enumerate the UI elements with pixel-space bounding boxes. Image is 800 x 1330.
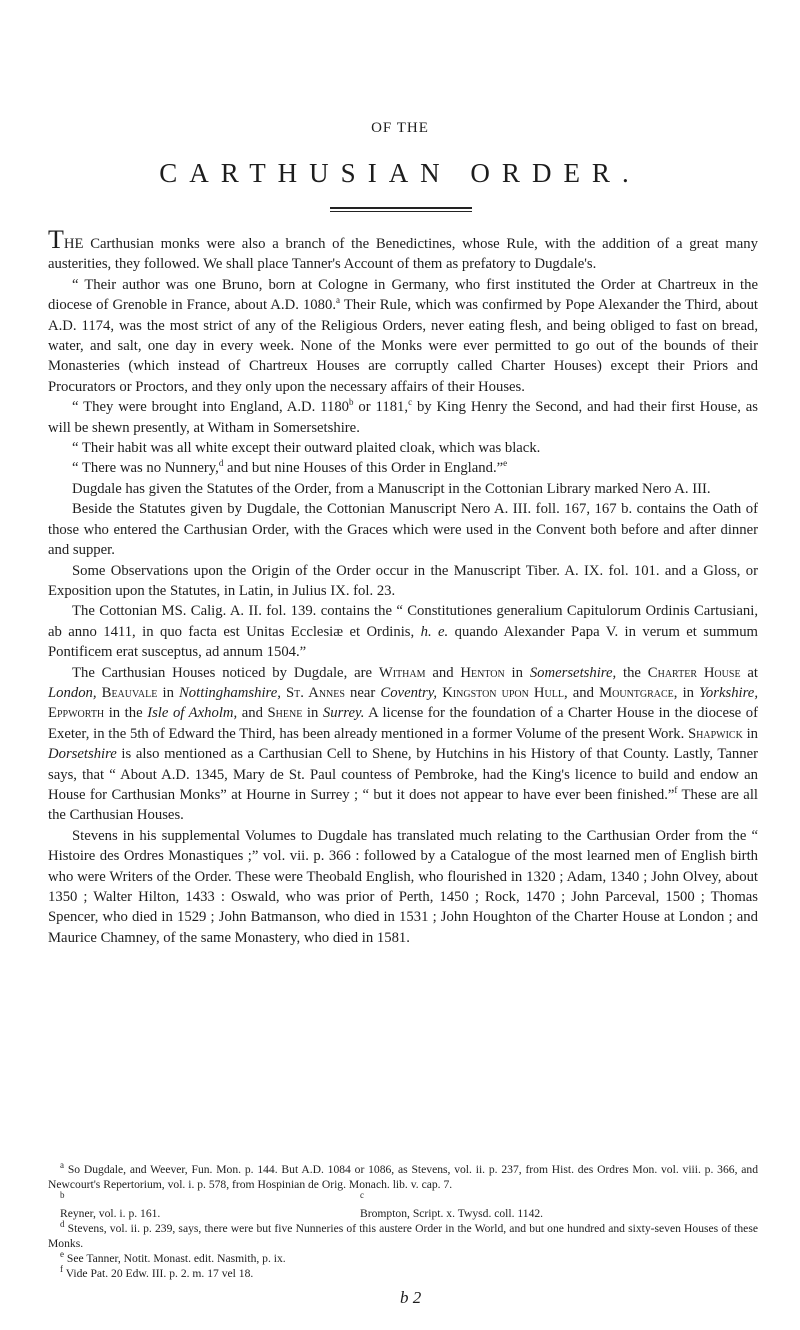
footnote-c: $^c$ Brompton, Script. x. Twysd. coll. 1142. [360, 1189, 544, 1221]
footnote-mark: d [218, 458, 224, 469]
footnote-mark: e [503, 458, 508, 469]
paragraph-7: Beside the Statutes given by Dugdale, the Cottonian Manuscript Nero A. III. foll. 167, 167 b. contains the Oath of those who entered the Carthusian Order, with the Graces which were used in the Convent both before and after dinner and supper. [48, 501, 758, 559]
page-title: CARTHUSIAN ORDER. [159, 158, 641, 188]
paragraph-11: Stevens in his supplemental Volumes to Dugdale has translated much relating to the Carthusian Order from the “ Histoire des Ordres Monastiques ;” vol. vii. p. 366 : followed by a Catalogue of the most learned men of English birth who were Writers of the Order. These were Theobald English, who flourished in 1320 ; Adam, 1340 ; John Olvey, about 1350 ; Walter Hilton, 1433 : Oswald, who was prior of Perth, 1450 ; Rock, 1470 ; John Parceval, 1500 ; Thomas Spencer, who died in 1529 ; John Batmanson, who died in 1531 ; John Houghton of the Charter House at London ; and Maurice Chamney, of the same Monastery, who died in 1581. [48, 827, 758, 946]
pre-title: OF THE [371, 120, 429, 136]
paragraph-1: THE Carthusian monks were also a branch of the Benedictines, whose Rule, with the addition of a great many austerities, they followed. We shall place Tanner's Account of them as prefatory to Dugdale's. [48, 225, 758, 273]
title-rule-thick [330, 207, 472, 209]
paragraph-10: The Carthusian Houses noticed by Dugdale, are Witham and Henton in Somersetshire, the Charter House at London, Beauvale in Nottinghamshire, St. Annes near Coventry, Kingston upon Hull, and Mountgrace, in Yorkshire, Eppworth in the Isle of Axholm, and Shene in Surrey. A license for the foundation of a Charter House in the diocese of Exeter, in the 5th of Edward the Third, has been already mentioned in a former Volume of the present Work. Shapwick in Dorsetshire is also mentioned as a Carthusian Cell to Shene, by Hutchins in his History of that County. Lastly, Tanner says, that “ About A.D. 1345, Mary de St. Paul countess of Pembroke, had the King's licence to build and endow an House for Carthusian Monks” at Hourne in Surrey ; “ but it does not appear to have ever been finished.”$^f$ These are all the Carthusian Houses. [48, 664, 758, 824]
footnote-mark: b [349, 397, 354, 408]
footnote-mark: f [674, 785, 678, 796]
footnote-f: $^f$ Vide Pat. 20 Edw. III. p. 2. m. 17 vel 18. [60, 1263, 254, 1280]
paragraph-8: Some Observations upon the Origin of the Order occur in the Manuscript Tiber. A. IX. fol. 101. and a Gloss, or Exposition upon the Statutes, in Latin, in Julius IX. fol. 23. [48, 562, 758, 599]
footnote-b: $^b$ Reyner, vol. i. p. 161. [60, 1189, 161, 1221]
paragraph-6: Dugdale has given the Statutes of the Order, from a Manuscript in the Cottonian Library marked Nero A. III. [72, 480, 711, 497]
footnote-e: $^e$ See Tanner, Notit. Monast. edit. Nasmith, p. ix. [60, 1248, 286, 1265]
footnote-row-bc [48, 1189, 758, 1223]
paragraph-9: The Cottonian MS. Calig. A. II. fol. 139. contains the “ Constitutiones generalium Capitulorum Ordinis Cartusiani, ab anno 1411, in quo facta est Unitas Ecclesiæ et Ordinis, h. e. quando Alexander Papa V. in verum et summum Pontificem erat susceptus, ad annum 1504.” [48, 603, 758, 661]
footnote-mark: c [408, 397, 413, 408]
paragraph-2: “ Their author was one Bruno, born at Cologne in Germany, who first instituted the Order at Chartreux in the diocese of Grenoble in France, about A.D. 1080.$^a$ Their Rule, which was confirmed by Pope Alexander the Third, about A.D. 1174, was the most strict of any of the Religious Orders, never eating flesh, and being obliged to fast on bread, water, and salt, one day in every week. None of the Monks were ever permitted to go out of the bounds of their Monasteries (which instead of Chartreux Houses are corruptly called Charter Houses) except their Priors and Procurators or Proctors, and they only upon the necessary affairs of their Houses. [48, 276, 759, 395]
title-rule-thin [330, 211, 472, 212]
paragraph-4: “ Their habit was all white except their outward plaited cloak, which was black. [72, 440, 541, 457]
signature-mark: b 2 [400, 1288, 422, 1307]
footnote-a: $^a$ So Dugdale, and Weever, Fun. Mon. p. 144. But A.D. 1084 or 1086, as Stevens, vol. ii. p. 237, from Hist. des Ordres Mon. vol. viii. p. 366, and Newcourt's Repertorium, vol. i. p. 578, from Hospinian de Orig. Monach. lib. v. cap. 7. [48, 1160, 759, 1191]
footnote-d: $^d$ Stevens, vol. ii. p. 239, says, there were but five Nunneries of this austere Order in the World, and but one hundred and sixty-seven Houses of these Monks. [48, 1219, 758, 1250]
footnotes [48, 1160, 759, 1281]
drop-cap: T [48, 225, 64, 254]
footnote-mark: a [336, 295, 340, 306]
main-text [48, 225, 759, 948]
paragraph-3: “ They were brought into England, A.D. 1180$^b$ or 1181,$^c$ by King Henry the Second, and had their first House, as will be shewn presently, at Witham in Somersetshire. [48, 397, 759, 436]
paragraph-5: “ There was no Nunnery,$^d$ and but nine Houses of this Order in England.”$^e$ [72, 458, 508, 477]
